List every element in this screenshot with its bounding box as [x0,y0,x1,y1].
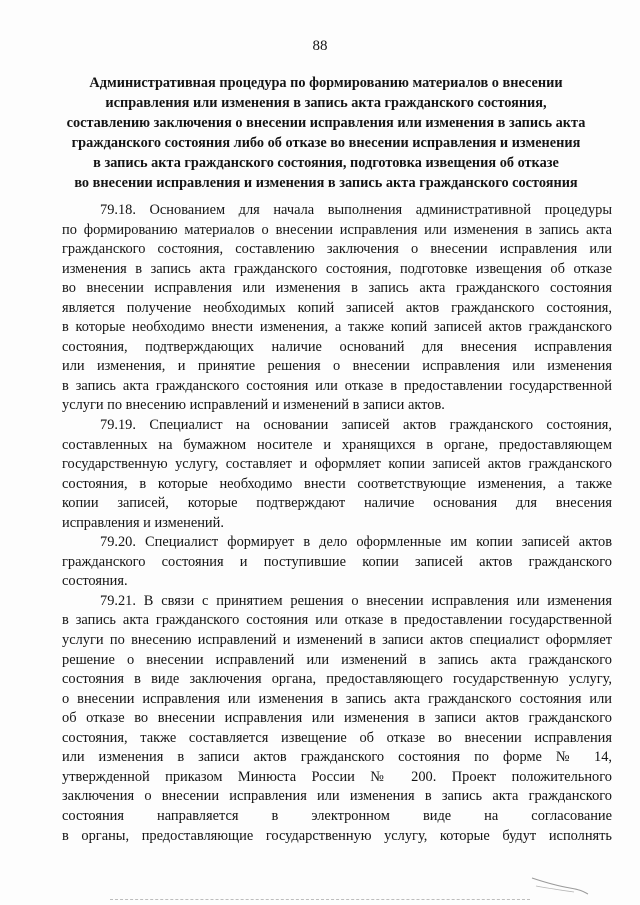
text-line: услуги по внесению исправлений и изменений в записи актов. [62,397,445,414]
text-line: или изменения в записи актов гражданского состояния по форме № 14, [62,749,612,766]
text-line: состояния, подтверждающих наличие оснований для внесения исправления [62,338,612,355]
text-line: в запись акта гражданского состояния или отказе в предоставлении государственной [62,612,612,629]
paragraph [62,201,612,416]
text-line: составленных на бумажном носителе и хранящихся в органе, предоставляющем [62,436,612,453]
heading-line: Административная процедура по формированию материалов о внесении [89,75,563,91]
text-line: исправления и изменений. [62,514,224,531]
text-line: во внесении исправления или изменения в запись акта гражданского состояния [62,280,612,297]
text-line: в которые необходимо внести изменения, а также копий записей актов гражданского [62,319,612,336]
heading-line: во внесении исправления и изменения в запись акта гражданского состояния [74,175,578,191]
text-line: услуги по внесению исправлений и изменений в записи актов специалист оформляет [62,632,612,649]
text-line: состояния направляется в электронном виде на согласование [62,807,612,824]
text-line: изменения в запись акта гражданского состояния, подготовке извещения об отказе [62,260,612,277]
text-line: гражданского состояния и поступившие копии записей актов гражданского [62,553,612,570]
text-line: 79.20. Специалист формирует в дело оформленные им копии записей актов [100,534,612,551]
text-line: по формированию материалов о внесении исправления или изменения в запись акта [62,221,612,238]
text-line: гражданского состояния, составлению заключения о внесении исправления или [62,241,612,258]
text-line: в запись акта гражданского состояния или отказе в предоставлении государственной [62,377,612,394]
text-line: состояния, в которые необходимо внести соответствующие изменения, а также [62,475,612,492]
text-line: в органы, предоставляющие государственную услугу, которые будут исполнять [62,827,612,844]
text-line: 79.19. Специалист на основании записей актов гражданского состояния, [100,417,612,434]
text-line: государственную услугу, составляет и оформляет копии записей актов гражданского [62,456,612,473]
text-line: состояния в виде заключения органа, предоставляющего государственную услугу, [62,671,612,688]
text-line: состояния. [62,573,128,590]
text-line: 79.21. В связи с принятием решения о внесении исправления или изменения [100,592,612,609]
text-line: копии записей, которые подтверждают наличие основания для внесения [62,495,612,512]
handwritten-mark-icon [530,872,590,896]
heading-line: исправления или изменения в запись акта гражданского состояния, [105,95,547,111]
document-body [62,201,612,846]
text-line: о внесении исправления или изменения в запись акта гражданского состояния или [62,690,612,707]
footer-rule [110,899,530,901]
page-number: 88 [312,38,328,54]
procedure-heading [58,73,594,193]
text-line: или изменения, и принятие решения о внесении исправления или изменения [62,358,612,375]
paragraph [62,592,612,846]
heading-line: гражданского состояния либо об отказе во внесении исправления и изменения [71,135,581,151]
text-line: решение о внесении исправлений или изменений в запись акта гражданского [62,651,612,668]
heading-line: составлению заключения о внесении исправления или изменения в запись акта [66,115,586,131]
paragraph [62,533,612,592]
text-line: является получение необходимых копий записей актов гражданского состояния, [62,299,612,316]
heading-line: в запись акта гражданского состояния, подготовка извещения об отказе [93,155,559,171]
paragraph [62,416,612,533]
text-line: об отказе во внесении исправления или изменения в записи актов гражданского [62,710,612,727]
text-line: заключения о внесении исправления или изменения в запись акта гражданского [62,788,612,805]
text-line: утвержденной приказом Минюста России № 200. Проект положительного [62,768,612,785]
text-line: состояния, также составляется извещение об отказе во внесении исправления [62,729,612,746]
text-line: 79.18. Основанием для начала выполнения административной процедуры [100,202,612,218]
